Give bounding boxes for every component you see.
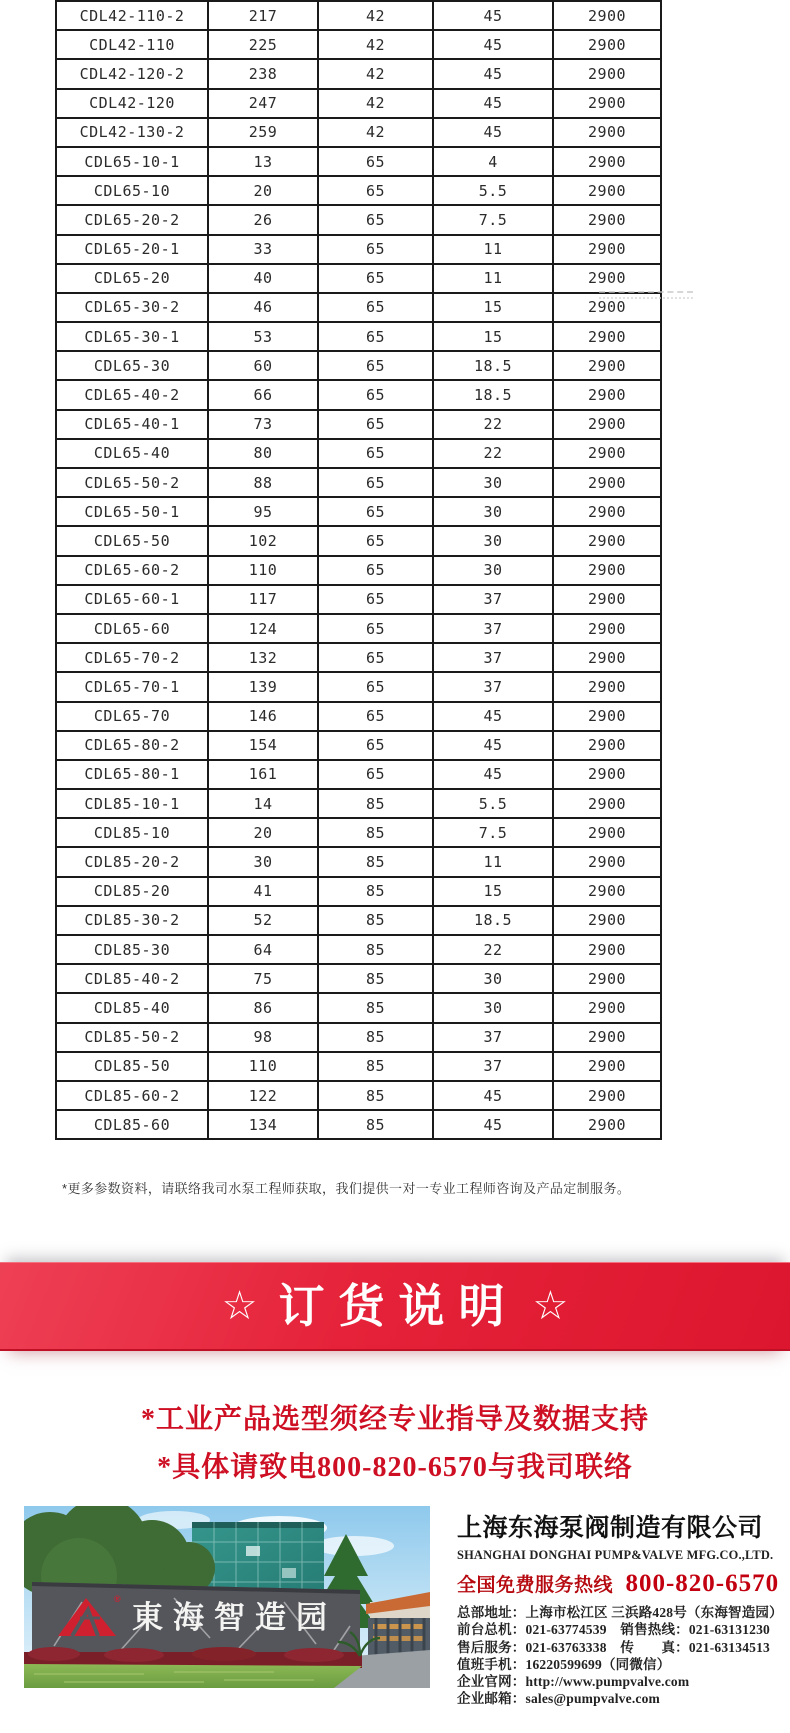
table-cell: 2900 <box>553 702 661 731</box>
table-row <box>56 351 661 380</box>
table-cell: CDL85-40-2 <box>56 964 208 993</box>
table-cell: 30 <box>208 847 318 876</box>
table-cell: CDL85-10-1 <box>56 789 208 818</box>
table-cell: 65 <box>318 205 433 234</box>
table-row <box>56 643 661 672</box>
footnote: *更多参数资料，请联络我司水泵工程师获取，我们提供一对一专业工程师咨询及产品定制服务。 <box>62 1181 631 1196</box>
table-row <box>56 818 661 847</box>
table-row <box>56 847 661 876</box>
table-cell: 22 <box>433 935 553 964</box>
table-cell: 85 <box>318 1081 433 1110</box>
table-cell: 45 <box>433 89 553 118</box>
table-cell: 7.5 <box>433 205 553 234</box>
table-cell: 30 <box>433 526 553 555</box>
table-cell: 85 <box>318 964 433 993</box>
table-cell: CDL65-20-2 <box>56 205 208 234</box>
table-cell: CDL65-20-1 <box>56 235 208 264</box>
table-row <box>56 614 661 643</box>
table-row <box>56 1081 661 1110</box>
table-cell: 4 <box>433 147 553 176</box>
table-cell: 45 <box>433 702 553 731</box>
table-cell: CDL85-60 <box>56 1110 208 1139</box>
table-cell: 42 <box>318 1 433 30</box>
table-cell: 65 <box>318 526 433 555</box>
table-cell: 30 <box>433 556 553 585</box>
table-cell: 30 <box>433 964 553 993</box>
contact-website: 企业官网：http://www.pumpvalve.com <box>457 1674 690 1690</box>
table-row <box>56 993 661 1022</box>
table-cell: 20 <box>208 176 318 205</box>
table-row <box>56 30 661 59</box>
table-cell: CDL65-40 <box>56 439 208 468</box>
table-cell: 15 <box>433 322 553 351</box>
table-cell: 65 <box>318 672 433 701</box>
table-cell: 11 <box>433 264 553 293</box>
table-cell: 225 <box>208 30 318 59</box>
table-cell: 45 <box>433 1 553 30</box>
table-cell: 85 <box>318 935 433 964</box>
table-cell: CDL65-30 <box>56 351 208 380</box>
table-cell: 85 <box>318 1023 433 1052</box>
pump-spec-table <box>55 0 662 1140</box>
table-cell: 65 <box>318 731 433 760</box>
table-row <box>56 526 661 555</box>
factory-photo <box>24 1506 430 1688</box>
table-cell: 65 <box>318 351 433 380</box>
table-cell: 45 <box>433 760 553 789</box>
contact-switchboard: 前台总机：021-63774539 销售热线：021-63131230 <box>457 1622 770 1638</box>
table-cell: 2900 <box>553 235 661 264</box>
table-cell: 42 <box>318 30 433 59</box>
table-cell: CDL85-30-2 <box>56 906 208 935</box>
table-cell: 45 <box>433 118 553 147</box>
table-cell: 18.5 <box>433 906 553 935</box>
table-cell: 2900 <box>553 205 661 234</box>
table-cell: CDL85-40 <box>56 993 208 1022</box>
table-cell: 2900 <box>553 526 661 555</box>
selection-notice <box>0 1396 790 1492</box>
table-cell: 2900 <box>553 176 661 205</box>
table-cell: 2900 <box>553 847 661 876</box>
table-cell: 122 <box>208 1081 318 1110</box>
table-row <box>56 322 661 351</box>
table-row <box>56 235 661 264</box>
table-cell: 42 <box>318 118 433 147</box>
table-cell: 5.5 <box>433 176 553 205</box>
table-cell: 134 <box>208 1110 318 1139</box>
table-cell: 2900 <box>553 118 661 147</box>
contact-aftersales-fax: 售后服务：021-63763338 传 真：021-63134513 <box>457 1639 770 1655</box>
table-cell: 2900 <box>553 147 661 176</box>
table-cell: 22 <box>433 439 553 468</box>
table-row <box>56 556 661 585</box>
table-row <box>56 1052 661 1081</box>
table-row <box>56 264 661 293</box>
table-cell: 37 <box>433 643 553 672</box>
table-cell: CDL65-80-2 <box>56 731 208 760</box>
table-cell: CDL65-20 <box>56 264 208 293</box>
table-cell: 37 <box>433 1023 553 1052</box>
table-row <box>56 497 661 526</box>
table-cell: 65 <box>318 322 433 351</box>
table-cell: 2900 <box>553 906 661 935</box>
table-cell: 85 <box>318 1052 433 1081</box>
table-cell: 45 <box>433 1110 553 1139</box>
table-cell: 2900 <box>553 614 661 643</box>
table-cell: 65 <box>318 439 433 468</box>
table-cell: 33 <box>208 235 318 264</box>
table-cell: 247 <box>208 89 318 118</box>
table-cell: 2900 <box>553 468 661 497</box>
contact-address: 总部地址：上海市松江区 三浜路428号（东海智造园） <box>457 1605 783 1620</box>
sign-text: 東海智造园 <box>132 1600 337 1635</box>
table-cell: 2900 <box>553 993 661 1022</box>
table-row <box>56 789 661 818</box>
service-hotline <box>457 1570 780 1598</box>
table-cell: 2900 <box>553 351 661 380</box>
table-cell: CDL85-20-2 <box>56 847 208 876</box>
table-cell: CDL65-80-1 <box>56 760 208 789</box>
table-cell: CDL65-50-2 <box>56 468 208 497</box>
table-cell: 2900 <box>553 1 661 30</box>
table-cell: CDL85-10 <box>56 818 208 847</box>
table-cell: 15 <box>433 877 553 906</box>
table-cell: 2900 <box>553 1110 661 1139</box>
table-row <box>56 89 661 118</box>
table-cell: CDL85-50 <box>56 1052 208 1081</box>
table-cell: 53 <box>208 322 318 351</box>
table-cell: CDL65-30-2 <box>56 293 208 322</box>
table-cell: CDL65-70-2 <box>56 643 208 672</box>
table-cell: 22 <box>433 410 553 439</box>
table-cell: CDL65-60-1 <box>56 585 208 614</box>
table-cell: 15 <box>433 293 553 322</box>
table-cell: CDL65-50-1 <box>56 497 208 526</box>
table-row <box>56 731 661 760</box>
table-cell: CDL65-10 <box>56 176 208 205</box>
table-cell: 86 <box>208 993 318 1022</box>
table-cell: 40 <box>208 264 318 293</box>
table-cell: 66 <box>208 380 318 409</box>
table-cell: CDL85-60-2 <box>56 1081 208 1110</box>
table-cell: CDL65-30-1 <box>56 322 208 351</box>
table-cell: CDL65-60-2 <box>56 556 208 585</box>
table-row <box>56 147 661 176</box>
table-cell: 7.5 <box>433 818 553 847</box>
table-cell: CDL65-10-1 <box>56 147 208 176</box>
spec-table-body <box>56 1 661 1139</box>
table-cell: 238 <box>208 59 318 88</box>
table-row <box>56 877 661 906</box>
hotline-label: 全国免费服务热线 <box>457 1575 614 1596</box>
table-cell: CDL65-70-1 <box>56 672 208 701</box>
table-cell: 42 <box>318 89 433 118</box>
table-cell: 88 <box>208 468 318 497</box>
table-cell: 65 <box>318 293 433 322</box>
table-cell: 2900 <box>553 731 661 760</box>
notice-line-1: *工业产品选型须经专业指导及数据支持 <box>140 1404 649 1435</box>
table-cell: 2900 <box>553 264 661 293</box>
table-cell: 37 <box>433 585 553 614</box>
table-cell: 45 <box>433 59 553 88</box>
star-icon: ☆ <box>221 1284 258 1328</box>
table-cell: 80 <box>208 439 318 468</box>
table-cell: 65 <box>318 176 433 205</box>
table-cell: 85 <box>318 877 433 906</box>
table-cell: 75 <box>208 964 318 993</box>
table-cell: 2900 <box>553 672 661 701</box>
table-cell: 2900 <box>553 585 661 614</box>
table-row <box>56 59 661 88</box>
table-cell: 5.5 <box>433 789 553 818</box>
table-cell: 18.5 <box>433 380 553 409</box>
table-cell: 2900 <box>553 789 661 818</box>
table-cell: 2900 <box>553 556 661 585</box>
table-cell: 2900 <box>553 322 661 351</box>
table-cell: 2900 <box>553 1081 661 1110</box>
svg-text:®: ® <box>114 1594 121 1604</box>
table-cell: 2900 <box>553 293 661 322</box>
table-cell: 85 <box>318 993 433 1022</box>
table-cell: 65 <box>318 556 433 585</box>
table-cell: 2900 <box>553 964 661 993</box>
table-cell: CDL65-40-2 <box>56 380 208 409</box>
table-cell: 2900 <box>553 59 661 88</box>
table-cell: 45 <box>433 1081 553 1110</box>
company-name-en: SHANGHAI DONGHAI PUMP&VALVE MFG.CO.,LTD. <box>457 1548 774 1562</box>
table-row <box>56 964 661 993</box>
table-cell: 65 <box>318 264 433 293</box>
table-cell: 20 <box>208 818 318 847</box>
contact-details <box>457 1604 783 1708</box>
star-icon: ☆ <box>532 1284 569 1328</box>
table-cell: 65 <box>318 760 433 789</box>
table-cell: 161 <box>208 760 318 789</box>
table-cell: CDL42-120-2 <box>56 59 208 88</box>
table-cell: 117 <box>208 585 318 614</box>
table-cell: 2900 <box>553 1023 661 1052</box>
table-row <box>56 380 661 409</box>
table-row <box>56 1110 661 1139</box>
table-row <box>56 672 661 701</box>
table-cell: 37 <box>433 672 553 701</box>
table-cell: 41 <box>208 877 318 906</box>
table-cell: 2900 <box>553 1052 661 1081</box>
table-cell: 14 <box>208 789 318 818</box>
table-cell: 65 <box>318 468 433 497</box>
table-cell: CDL65-60 <box>56 614 208 643</box>
table-cell: 18.5 <box>433 351 553 380</box>
table-cell: 110 <box>208 556 318 585</box>
table-cell: 146 <box>208 702 318 731</box>
table-cell: 2900 <box>553 760 661 789</box>
table-cell: 65 <box>318 614 433 643</box>
table-cell: CDL85-50-2 <box>56 1023 208 1052</box>
table-row <box>56 118 661 147</box>
table-cell: 13 <box>208 147 318 176</box>
table-row <box>56 935 661 964</box>
table-row <box>56 1023 661 1052</box>
company-info <box>457 1508 783 1708</box>
hotline-number: 800-820-6570 <box>625 1570 780 1597</box>
table-cell: 30 <box>433 993 553 1022</box>
table-cell: 2900 <box>553 439 661 468</box>
table-cell: 139 <box>208 672 318 701</box>
table-cell: 30 <box>433 468 553 497</box>
table-cell: 65 <box>318 585 433 614</box>
table-cell: 95 <box>208 497 318 526</box>
table-cell: 65 <box>318 235 433 264</box>
table-cell: 65 <box>318 497 433 526</box>
table-row <box>56 205 661 234</box>
table-cell: 11 <box>433 235 553 264</box>
order-info-banner <box>0 1262 790 1351</box>
table-cell: 73 <box>208 410 318 439</box>
table-cell: 37 <box>433 1052 553 1081</box>
table-cell: CDL85-20 <box>56 877 208 906</box>
table-cell: 2900 <box>553 643 661 672</box>
watermark <box>599 287 693 299</box>
table-cell: 2900 <box>553 380 661 409</box>
table-cell: 26 <box>208 205 318 234</box>
table-cell: 45 <box>433 731 553 760</box>
table-cell: 85 <box>318 789 433 818</box>
table-row <box>56 293 661 322</box>
table-cell: 2900 <box>553 877 661 906</box>
table-cell: 52 <box>208 906 318 935</box>
table-cell: CDL42-110 <box>56 30 208 59</box>
company-name-cn: 上海东海泵阀制造有限公司 <box>457 1514 764 1542</box>
table-cell: 132 <box>208 643 318 672</box>
table-cell: 102 <box>208 526 318 555</box>
table-row <box>56 176 661 205</box>
table-cell: 110 <box>208 1052 318 1081</box>
table-cell: 85 <box>318 1110 433 1139</box>
table-cell: 2900 <box>553 935 661 964</box>
table-row <box>56 760 661 789</box>
table-cell: 259 <box>208 118 318 147</box>
table-cell: 11 <box>433 847 553 876</box>
table-cell: CDL42-110-2 <box>56 1 208 30</box>
table-cell: 2900 <box>553 818 661 847</box>
table-cell: 65 <box>318 147 433 176</box>
table-cell: 45 <box>433 30 553 59</box>
table-cell: 64 <box>208 935 318 964</box>
contact-email: 企业邮箱：sales@pumpvalve.com <box>457 1691 660 1707</box>
table-cell: 2900 <box>553 89 661 118</box>
table-cell: 124 <box>208 614 318 643</box>
table-cell: 2900 <box>553 410 661 439</box>
table-row <box>56 585 661 614</box>
table-cell: 154 <box>208 731 318 760</box>
table-row <box>56 439 661 468</box>
table-cell: 65 <box>318 410 433 439</box>
table-cell: 65 <box>318 702 433 731</box>
table-cell: CDL65-40-1 <box>56 410 208 439</box>
table-cell: 37 <box>433 614 553 643</box>
table-cell: 65 <box>318 380 433 409</box>
table-cell: 85 <box>318 906 433 935</box>
table-row <box>56 410 661 439</box>
table-cell: 60 <box>208 351 318 380</box>
table-cell: CDL65-70 <box>56 702 208 731</box>
notice-line-2: *具体请致电800-820-6570与我司联络 <box>157 1452 633 1483</box>
table-row <box>56 1 661 30</box>
table-cell: 46 <box>208 293 318 322</box>
table-cell: 85 <box>318 847 433 876</box>
table-cell: CDL85-30 <box>56 935 208 964</box>
table-cell: 30 <box>433 497 553 526</box>
table-cell: 42 <box>318 59 433 88</box>
table-cell: 2900 <box>553 30 661 59</box>
table-cell: CDL65-50 <box>56 526 208 555</box>
contact-mobile: 值班手机：16220599699（同微信） <box>457 1656 671 1672</box>
table-row <box>56 702 661 731</box>
table-cell: 98 <box>208 1023 318 1052</box>
table-row <box>56 906 661 935</box>
table-row <box>56 468 661 497</box>
table-cell: 85 <box>318 818 433 847</box>
table-cell: CDL42-120 <box>56 89 208 118</box>
table-cell: 217 <box>208 1 318 30</box>
table-cell: CDL42-130-2 <box>56 118 208 147</box>
table-cell: 2900 <box>553 497 661 526</box>
table-cell: 65 <box>318 643 433 672</box>
banner-title: 订货说明 <box>278 1280 519 1332</box>
factory-photo-graphic <box>24 1506 430 1688</box>
